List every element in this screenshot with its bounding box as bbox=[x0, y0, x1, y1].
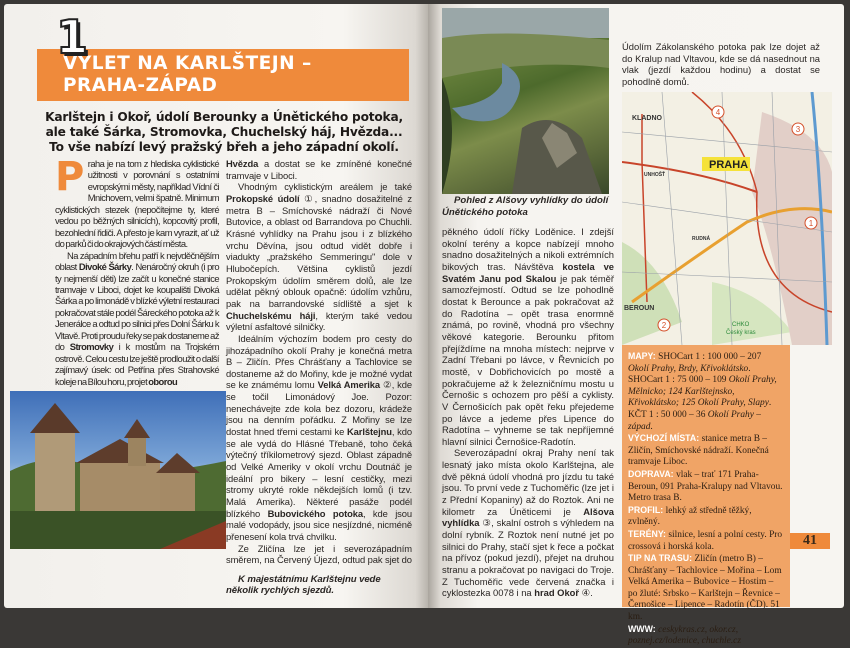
text: a dostat se ke zmíněné konečné tramvaje v Liboci. bbox=[226, 158, 412, 181]
map-label-chko: CHKO bbox=[732, 322, 750, 328]
map-label-cesky-kras: Český kras bbox=[726, 330, 756, 336]
map-marker-2: 2 bbox=[661, 321, 667, 330]
text: , kde jsou malé vodopády, jsou sice nesjízdné, nicméně přenesení kola trvá chvilku. bbox=[226, 507, 412, 542]
info-text: Okolí Prahy – západ bbox=[628, 409, 761, 432]
text: je pak téměř samozřejmostí. Odtud se lze pohodlně dostat k Berounce a pak pokračovat až do Radotína – opět trasa enormně známá, po rovině, vhodná pro všechny věkové kategorie. Berounku přitom přejíždíme na mnoha místech: nejprve v Zadní Třebani po lávce, v Řevnicích po mostě, v Dobřichovicích po mostě a pokračujeme až k železničnímu mostu u Černošic s ochozem pro pěší a cyklisty. V Černošicích pak opět řeku přejedeme po lávce a jedeme přes Lipence do Radotína – vyhneme se tak nepříjemné hlavní silnici Černošice-Radotín. bbox=[442, 272, 614, 447]
info-text: Okolí Prahy, Mělnicko; 124 Karlštejnsko, Křivoklátsko; 125 Okolí Prahy, Slapy bbox=[628, 375, 777, 409]
bold-text: Alšova vyhlídka bbox=[442, 505, 614, 529]
map-marker-3: 3 bbox=[795, 125, 801, 134]
page-number: 41 bbox=[790, 533, 830, 549]
title-line-1: VÝLET NA KARLŠTEJN – bbox=[63, 53, 312, 74]
paragraph bbox=[226, 158, 412, 181]
info-box bbox=[622, 345, 790, 647]
info-text: vlak – trať 171 Praha-Beroun, 091 Praha-Kralupy nad Vltavou. Metro trasa B. bbox=[628, 469, 783, 504]
info-text: stanice metra B – Zličín, Smíchovské nádraží. Konečná tramvaje Liboc. bbox=[628, 434, 769, 468]
info-text: . KČT 1 : 50 000 – 36 bbox=[628, 398, 772, 420]
map-label-beroun: BEROUN bbox=[624, 305, 655, 312]
info-label: DOPRAVA: bbox=[628, 468, 677, 479]
text: Údolím Zákolanského potoka pak lze dojet až do Kralup nad Vltavou, kde se dá nasednout na vlak (jezdí každou hodinu) a dostat se pohodlně domů. bbox=[622, 41, 820, 87]
paragraph bbox=[442, 447, 614, 599]
info-text: silnice, lesní a polní cesty. Pro crossová i horská kola. bbox=[628, 529, 783, 552]
paragraph bbox=[622, 41, 820, 88]
text: . Nenáročný okruh (i pro ty nejmenší děti) lze začít u konečné stanice tramvaje v Liboci, dojet ke koupališti Divoká Šárka a po limonádě v blízké výletní restauraci pokračovat stále podél Šáreckého potoka až k Jenerálce a odtud po silnici přes Dolní Šárku k Vltavě. Proti proudu řeky se pak dostaneme až do bbox=[55, 261, 219, 353]
info-text: SHOCart 1 : 100 000 – 207 bbox=[658, 352, 762, 362]
chapter-number: 1 bbox=[56, 10, 89, 64]
info-text: lehký až středně těžký, zvlněný. bbox=[628, 505, 752, 528]
info-text: Zličín (metro B) – Chrášťany – Tachlovice – Mořina – Lom Velká Amerika – Bubovice – Hostim – po žluté: Srbsko – Karlštejn – Řevnice – Černošice – Lipence – Radotín (ČD). 51 km. bbox=[628, 554, 782, 623]
bold-text: Prokopské údolí bbox=[226, 192, 300, 204]
bold-text: oborou bbox=[148, 375, 178, 387]
paragraph bbox=[226, 333, 412, 543]
text-column-2 bbox=[226, 158, 412, 597]
bold-text: Chuchelskému háji bbox=[226, 309, 316, 321]
map-marker-1: 1 bbox=[808, 219, 814, 228]
text-column-3 bbox=[442, 226, 614, 599]
info-text: ceskykras.cz, okor.cz, poznej.cz/lodenice, chuchle.cz bbox=[628, 624, 741, 647]
map-label-unhost: UNHOŠŤ bbox=[644, 172, 666, 178]
text: Vhodným cyklistickým areálem je také bbox=[238, 181, 412, 193]
left-page bbox=[4, 4, 428, 608]
info-text: . SHOCart 1 : 75 000 – 109 bbox=[628, 363, 751, 386]
title-line-2: PRAHA-ZÁPAD bbox=[63, 75, 218, 96]
paragraph bbox=[55, 250, 219, 387]
info-text: Okolí Prahy, Brdy, Křivoklátsko bbox=[628, 363, 749, 374]
photo-caption bbox=[442, 195, 612, 218]
info-label: TERÉNY: bbox=[628, 528, 669, 539]
title-banner bbox=[37, 49, 409, 101]
text-column-1 bbox=[55, 154, 219, 387]
info-label: PROFIL: bbox=[628, 504, 666, 515]
text: pěkného údolí říčky Loděnice. I zdejší okolní terény a kopce nabízejí mnoho snadno dosažitelných a nikoli extrémních bikových tras. Návštěva bbox=[442, 226, 614, 272]
text: Na západním břehu patří k nejvděčnějším oblast bbox=[55, 249, 219, 273]
text: ④. bbox=[579, 587, 593, 599]
text: i k mostům na Trojském ostrově. Celou cestu lze ještě prodloužit o další zajímavý úsek: od Petřína přes Strahovské koleje na Bílou horu, projet bbox=[55, 341, 219, 387]
text: , kdo se ale vydá do Hlásné Třebaně, toho čeká výtečný tříkilometrový sjezd. Oblast západně od Velké Ameriky v okolí vrchu Doutnáč je ideální pro bikery – lesní cestičky, mezi stromy ukryté rokle někdejších lomů (i tzv. Malá Amerika). Některé pasáže podél blízkého bbox=[226, 426, 412, 519]
photo-caption: K majestátnímu Karlštejnu vede několik rychlých sjezdů. bbox=[226, 573, 381, 597]
text: raha je na tom z hlediska cyklistické užitnosti v porovnání s ostatními evropskými městy, například Vídní či Mnichovem, velmi špatně. Minimum cyklistických stezek (nepočítejme ty, které vedou po běžných silnicích), kopcovitý profil, bezohlední řidiči. A přesto je kam vyrazit, ať už do parků či do okrajových částí města. bbox=[55, 158, 219, 250]
bold-text: Karlštejnu bbox=[347, 426, 392, 438]
photo-caption-text: Pohled z Alšovy vyhlídky do údolí Únětického potoka bbox=[442, 195, 609, 218]
subtitle: Karlštejn i Okoř, údolí Berounky a Únětického potoka, ale také Šárka, Stromovka, Chuchelský háj, Hvězda... To vše nabízí levý pražský břeh a jeho západní okolí. bbox=[45, 110, 403, 154]
bold-text: Bubovického potoka bbox=[267, 507, 363, 519]
text: Ze Zličína lze jet i severozápadním směrem, na Červený Újezd, odtud pak sjet do bbox=[226, 542, 412, 566]
text: ①, snadno dosažitelné z metra B – Smíchovské nádraží či Nové Butovice, a oblast od Barrandova po Chuchli. Krásné vyhlídky na Prahu jsou i z blízkého vrchu Děvína, jsou odtud vidět dobře i viadukty „pražského Semmeringu" dole v Hlubočepích. Většina cyklistů jezdí Prokopským údolím směrem dolů, ale lze udělat pěkný oblouk opačně: údolím vzhůru, pak na barrandovské sídliště a sjet k bbox=[226, 192, 412, 309]
bold-text: Stromovky bbox=[69, 341, 114, 353]
paragraph bbox=[226, 181, 412, 333]
alsova-vyhlidka-photo bbox=[442, 8, 609, 194]
bold-text: Hvězda bbox=[226, 158, 259, 169]
map-label-rudna: RUDNÁ bbox=[692, 236, 711, 242]
text-column-4 bbox=[622, 41, 820, 88]
text: , kterým také vedou výletní asfaltové silničky. bbox=[226, 309, 412, 333]
map-label-praha: PRAHA bbox=[709, 159, 749, 171]
info-text: . bbox=[650, 421, 653, 432]
bold-text: kostela ve Svatém Janu pod Skalou bbox=[442, 260, 614, 284]
paragraph bbox=[55, 154, 219, 250]
bold-text: hrad Okoř bbox=[534, 587, 580, 599]
info-label: MAPY: bbox=[628, 351, 659, 361]
text: ②, kde se točil Limonádový Joe. Pozor: nenechávejte zde kola bez dozoru, krádeže jsou na denním pořádku. Z Mořiny se lze dostat hned třemi cestami ke bbox=[226, 379, 412, 438]
map-marker-4: 4 bbox=[715, 108, 721, 117]
info-label: VÝCHOZÍ MÍSTA: bbox=[628, 433, 702, 444]
paragraph bbox=[442, 226, 614, 447]
drop-cap: P bbox=[55, 154, 84, 200]
route-map bbox=[622, 92, 832, 345]
text: Ideálním výchozím bodem pro cesty do jihozápadního okolí Prahy je konečná metra B – Zličín. Přes Chrášťany a Tachlovice se dostaneme až do Mořiny, kde je možné vydat se ke známému lomu bbox=[226, 332, 412, 391]
paragraph bbox=[226, 543, 412, 566]
map-label-kladno: KLADNO bbox=[632, 115, 662, 122]
bold-text: Velká Amerika bbox=[317, 379, 380, 391]
info-label: WWW: bbox=[628, 623, 659, 634]
bold-text: Divoké Šárky bbox=[78, 261, 132, 273]
text: ③, skalní ostroh s výhledem na dolní rybník. Z Roztok není nutné jet po silnici do Prahy, stačí sjet k řece a počkat na přívoz (pokud jezdí), přejet na druhou stranu a pokračovat po navigaci do Troje. Z Tuchoměřic vede červená značka i cyklostezka 0078 i na bbox=[442, 517, 614, 599]
right-page bbox=[428, 4, 844, 647]
karlstejn-castle-photo bbox=[10, 391, 226, 549]
text: Severozápadní okraj Prahy není tak lesnatý jako místa okolo Karlštejna, ale dvě pěkná údolí vhodná pro jízdu tu také jsou. To první vede z Tuchoměřic (lze jet i z Přední Kopaniny) až do Roztok. Ani ne kilometr za Úněticemi je bbox=[442, 447, 614, 517]
info-label: TIP NA TRASU: bbox=[628, 553, 695, 564]
